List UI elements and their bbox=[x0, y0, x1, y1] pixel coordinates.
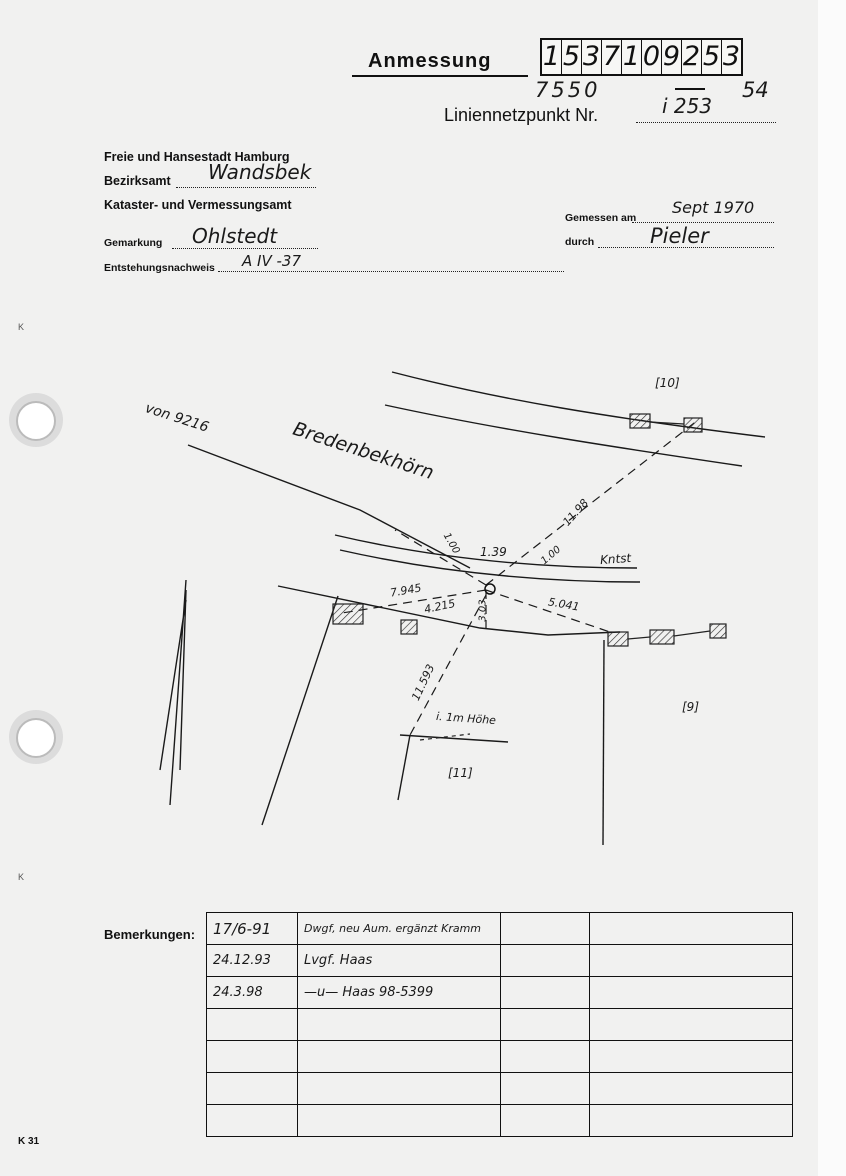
number-digit: 3 bbox=[582, 41, 601, 72]
measure-ray-northeast bbox=[486, 420, 698, 585]
remarks-table bbox=[206, 912, 793, 1137]
remark-cell bbox=[501, 945, 590, 977]
measured-value: Sept 1970 bbox=[672, 198, 755, 217]
remark-cell bbox=[501, 1041, 590, 1073]
boundary-west bbox=[262, 596, 338, 825]
table-row bbox=[207, 945, 793, 977]
distance-label: 1.39 bbox=[480, 545, 507, 559]
table-row bbox=[207, 913, 793, 945]
stone-connector bbox=[628, 637, 650, 639]
origin-value: A IV -37 bbox=[242, 252, 301, 270]
handwritten-code-left: 7550 bbox=[535, 78, 601, 102]
point-label: Liniennetzpunkt Nr. bbox=[444, 105, 599, 125]
remark-date bbox=[207, 1041, 298, 1073]
remark-date: 17/6-91 bbox=[207, 913, 298, 945]
remark-text bbox=[298, 1041, 501, 1073]
boundary-stone bbox=[401, 620, 417, 634]
number-digit: 0 bbox=[642, 41, 661, 72]
remark-text bbox=[298, 1073, 501, 1105]
gemarkung-value: Ohlstedt bbox=[192, 224, 278, 248]
measure-ray-east bbox=[486, 590, 610, 632]
remark-date bbox=[207, 1073, 298, 1105]
distance-label: 1.00 bbox=[440, 531, 462, 556]
boundary-stone bbox=[650, 630, 674, 644]
district-label: Bezirksamt bbox=[104, 174, 171, 188]
handwritten-code-right: 54 bbox=[742, 78, 769, 102]
label-from-point: von 9216 bbox=[143, 400, 211, 436]
remark-cell bbox=[590, 1105, 793, 1137]
number-digit: 2 bbox=[682, 41, 701, 72]
table-row bbox=[207, 1009, 793, 1041]
remark-cell bbox=[590, 913, 793, 945]
remark-text: —u— Haas 98-5399 bbox=[298, 977, 501, 1009]
margin-mark: K bbox=[18, 322, 25, 332]
remark-cell bbox=[590, 1073, 793, 1105]
distance-label: 5.041 bbox=[547, 595, 581, 614]
number-digit: 1 bbox=[542, 41, 561, 72]
label-height-note: i. 1m Höhe bbox=[435, 709, 497, 728]
label-parcel-11: [11] bbox=[448, 766, 473, 780]
form-code: K 31 bbox=[18, 1136, 40, 1147]
distance-label: 3.03 bbox=[477, 599, 489, 622]
remark-date: 24.3.98 bbox=[207, 977, 298, 1009]
authority-line1: Freie und Hansestadt Hamburg bbox=[104, 150, 290, 164]
boundary-stone bbox=[684, 418, 702, 432]
table-row bbox=[207, 1073, 793, 1105]
remark-text: Lvgf. Haas bbox=[298, 945, 501, 977]
remarks-label: Bemerkungen: bbox=[104, 927, 196, 942]
remark-date: 24.12.93 bbox=[207, 945, 298, 977]
table-row bbox=[207, 977, 793, 1009]
number-digit: 1 bbox=[622, 41, 641, 72]
remark-cell bbox=[501, 1073, 590, 1105]
number-digit: 3 bbox=[722, 41, 741, 72]
number-digit: 7 bbox=[602, 41, 621, 72]
boundary-stone bbox=[608, 632, 628, 646]
remark-cell bbox=[590, 977, 793, 1009]
boundary-south-west bbox=[398, 735, 410, 800]
remark-date bbox=[207, 1105, 298, 1137]
measure-ray-northwest bbox=[395, 530, 486, 585]
remark-cell bbox=[590, 1041, 793, 1073]
remark-date bbox=[207, 1009, 298, 1041]
distance-label: 7.945 bbox=[389, 581, 423, 600]
number-digit: 5 bbox=[562, 41, 581, 72]
number-digit: 9 bbox=[662, 41, 681, 72]
street-edge-north-1 bbox=[392, 372, 765, 437]
remark-text bbox=[298, 1105, 501, 1137]
form-title: Anmessung bbox=[368, 50, 492, 72]
gemarkung-label: Gemarkung bbox=[104, 237, 163, 249]
table-row bbox=[207, 1105, 793, 1137]
remark-cell bbox=[501, 1009, 590, 1041]
label-parcel-10: [10] bbox=[655, 376, 680, 390]
boundary-east bbox=[603, 640, 604, 845]
number-digit: 5 bbox=[702, 41, 721, 72]
label-parcel-9: [9] bbox=[682, 700, 699, 714]
office-label: Kataster- und Vermessungsamt bbox=[104, 198, 292, 212]
label-street: Bredenbekhörn bbox=[290, 417, 437, 485]
survey-point-marker bbox=[485, 584, 495, 594]
point-value: i 253 bbox=[662, 94, 713, 118]
remark-text bbox=[298, 1009, 501, 1041]
remark-cell bbox=[590, 1009, 793, 1041]
measured-label: Gemessen am bbox=[565, 212, 637, 224]
remark-cell bbox=[501, 1105, 590, 1137]
district-value: Wandsbek bbox=[208, 160, 312, 184]
label-kante: Kntst bbox=[599, 550, 632, 568]
boundary-stone bbox=[630, 414, 650, 428]
boundary-stone bbox=[333, 604, 363, 624]
table-row bbox=[207, 1041, 793, 1073]
by-label: durch bbox=[565, 236, 595, 248]
distance-label: 1.00 bbox=[539, 544, 564, 567]
by-value: Pieler bbox=[650, 224, 709, 248]
distance-label: 11.593 bbox=[409, 662, 438, 703]
boundary-stone bbox=[710, 624, 726, 638]
remark-cell bbox=[590, 945, 793, 977]
remark-cell bbox=[501, 913, 590, 945]
margin-mark: K bbox=[18, 872, 25, 882]
stone-connector bbox=[674, 631, 710, 636]
origin-label: Entstehungsnachweis bbox=[104, 262, 215, 274]
remark-cell bbox=[501, 977, 590, 1009]
remark-text: Dwgf, neu Aum. ergänzt Kramm bbox=[298, 913, 501, 945]
street-edge-north-2 bbox=[385, 405, 742, 466]
fence-line bbox=[160, 580, 186, 805]
distance-label: 11.98 bbox=[560, 496, 592, 529]
distance-label: 4.215 bbox=[422, 596, 457, 617]
